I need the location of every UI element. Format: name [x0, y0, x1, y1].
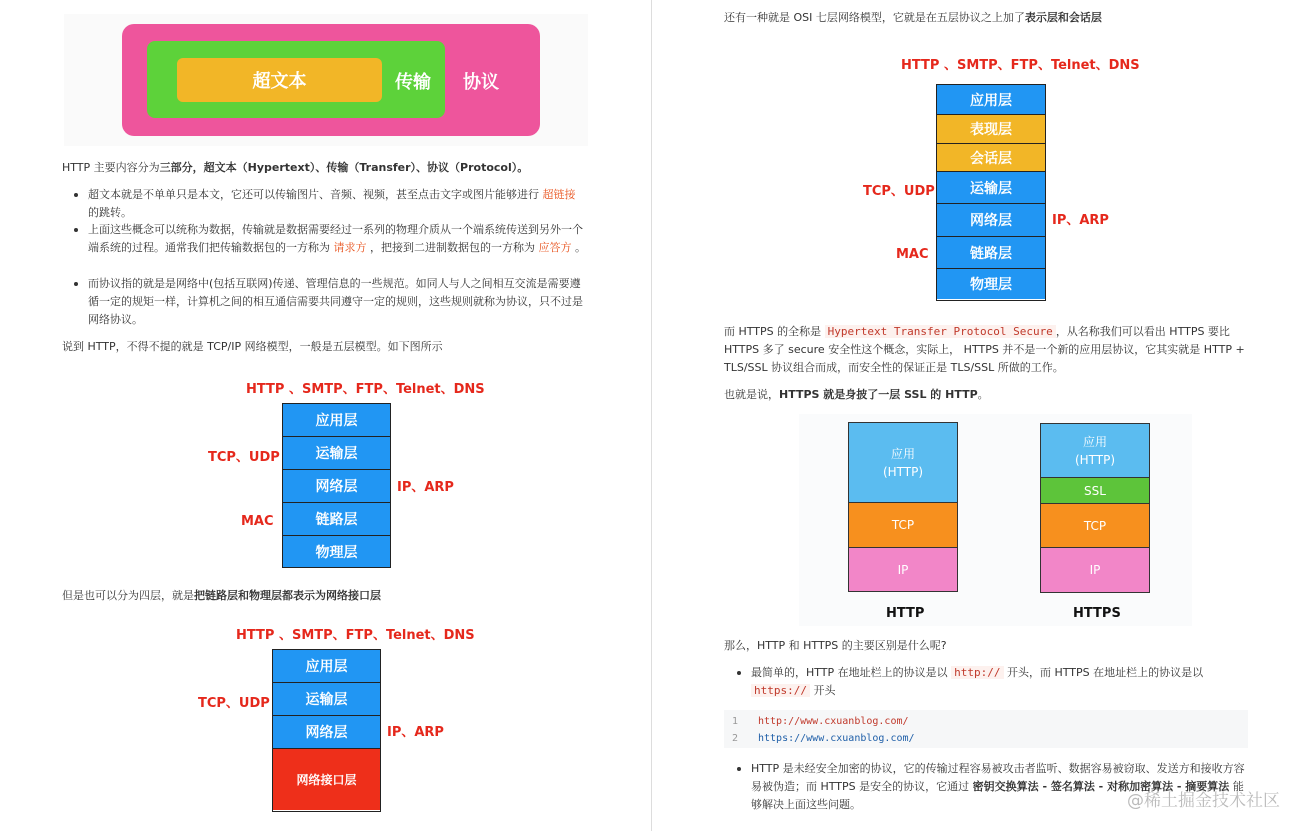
five-tcp-label: TCP、UDP — [208, 450, 280, 465]
four-layer-paragraph: 但是也可以分为四层，就是把链路层和物理层都表示为网络接口层 — [62, 589, 381, 602]
five-layer-1: 运输层 — [283, 437, 390, 470]
five-ip-label: IP、ARP — [397, 480, 454, 495]
http-app-cell: 应用 (HTTP) — [849, 423, 957, 503]
seven-layer-4: 网络层 — [937, 204, 1045, 237]
watermark: @稀土掘金技术社区 — [1127, 791, 1280, 811]
code-line: 2 https://www.cxuanblog.com/ — [732, 733, 915, 744]
bullet-hypertext: 超文本就是不单单只是本文，它还可以传输图片、音频、视频，甚至点击文字或图片能够进行 超链接 的跳转。 — [88, 186, 588, 222]
five-layer-4: 物理层 — [283, 536, 390, 567]
four-layer-3: 网络接口层 — [273, 749, 380, 810]
tcpip-paragraph: 说到 HTTP，不得不提的就是 TCP/IP 网络模型，一般是五层模型。如下图所示 — [62, 340, 443, 353]
right-page — [655, 0, 1310, 831]
seven-tcp-label: TCP、UDP — [863, 184, 935, 199]
diff-paragraph: 那么，HTTP 和 HTTPS 的主要区别是什么呢? — [724, 639, 947, 652]
seven-layer-0: 应用层 — [937, 85, 1045, 115]
tag-hyperlink: 超链接 — [542, 188, 576, 201]
seven-layer-3: 运输层 — [937, 172, 1045, 204]
https-stack-label: HTTPS — [1073, 606, 1121, 621]
http-tcp-cell: TCP — [849, 503, 957, 548]
four-ip-label: IP、ARP — [387, 725, 444, 740]
https-stack — [1040, 423, 1150, 593]
seven-ip-label: IP、ARP — [1052, 213, 1109, 228]
banner-hypertext-box — [177, 58, 382, 102]
seven-layer-stack — [936, 84, 1046, 301]
https-paragraph: 而 HTTPS 的全称是 Hypertext Transfer Protocol Secure ，从名称我们可以看出 HTTPS 要比 HTTPS 多了 secure 安全性这个概念，实际上， HTTPS 并不是一个新的应用层协议，它其实就是 HTTP + TLS/SSL 协议组合而成，而安全性的保证正是 TLS/SSL 所做的工作。 — [724, 325, 1245, 374]
four-tcp-label: TCP、UDP — [198, 696, 270, 711]
seven-layer-6: 物理层 — [937, 269, 1045, 299]
seven-top-label: HTTP 、SMTP、FTP、Telnet、DNS — [901, 58, 1140, 73]
code-line: 1 http://www.cxuanblog.com/ — [732, 716, 909, 727]
five-layer-0: 应用层 — [283, 404, 390, 437]
intro-text: HTTP 主要内容分为 — [62, 161, 160, 174]
bullet-protocol: 而协议指的就是是网络中(包括互联网)传递、管理信息的一些规范。如同人与人之间相互交流是需要遵循一定的规矩一样，计算机之间的相互通信需要共同遵守一定的规则，这些规则就称为协议，只不过是网络协议。 — [88, 275, 588, 329]
banner-transfer-label: 传输 — [395, 72, 431, 93]
seven-layer-2: 会话层 — [937, 144, 1045, 172]
https-ip-cell: IP — [1041, 548, 1149, 592]
osi-paragraph: 还有一种就是 OSI 七层网络模型，它就是在五层协议之上加了表示层和会话层 — [724, 11, 1102, 24]
five-layer-3: 链路层 — [283, 503, 390, 536]
https-tcp-cell: TCP — [1041, 504, 1149, 548]
left-page — [0, 0, 652, 831]
four-layer-stack — [272, 649, 381, 812]
http-ip-cell: IP — [849, 548, 957, 591]
http-stack — [848, 422, 958, 592]
intro-bold: 三部分，超文本（Hypertext）、传输（Transfer）、协议（Protocol）。 — [159, 161, 529, 174]
five-layer-stack — [282, 403, 391, 568]
five-mac-label: MAC — [241, 514, 274, 529]
seven-layer-5: 链路层 — [937, 237, 1045, 269]
http-stack-label: HTTP — [886, 606, 925, 621]
four-layer-1: 运输层 — [273, 683, 380, 716]
five-top-label: HTTP 、SMTP、FTP、Telnet、DNS — [246, 382, 485, 397]
https-ssl-cell: SSL — [1041, 478, 1149, 504]
seven-mac-label: MAC — [896, 247, 929, 262]
seven-layer-1: 表现层 — [937, 115, 1045, 144]
four-layer-2: 网络层 — [273, 716, 380, 749]
intro-paragraph — [62, 159, 622, 177]
https-fullname-code: Hypertext Transfer Protocol Secure — [825, 325, 1056, 338]
https-app-cell: 应用 (HTTP) — [1041, 424, 1149, 478]
tag-requester: 请求方 — [333, 241, 367, 254]
url-code-block — [724, 710, 1248, 748]
banner-hypertext-label: 超文本 — [252, 71, 307, 92]
four-layer-0: 应用层 — [273, 650, 380, 683]
bullet-transfer: 上面这些概念可以统称为数据，传输就是数据需要经过一系列的物理介质从一个端系统传送到另外一个端系统的过程。通常我们把传输数据包的一方称为 请求方 ，把接到二进制数据包的一方称为 应答方 。 — [88, 221, 588, 257]
five-layer-2: 网络层 — [283, 470, 390, 503]
https-scheme-code: https:// — [751, 684, 810, 697]
ssl-paragraph: 也就是说，HTTPS 就是身披了一层 SSL 的 HTTP。 — [724, 388, 989, 401]
tag-responder: 应答方 — [538, 241, 572, 254]
bullet-security: HTTP 是未经安全加密的协议，它的传输过程容易被攻击者监听、数据容易被窃取、发送方和接收方容易被伪造；而 HTTPS 是安全的协议，它通过 密钥交换算法 - 签名算法 - 对称加密算法 - 摘要算法 能够解决上面这些问题。 — [751, 760, 1251, 814]
bullet-address-bar: 最简单的，HTTP 在地址栏上的协议是以 http:// 开头，而 HTTPS 在地址栏上的协议是以 https:// 开头 — [751, 664, 1251, 700]
http-scheme-code: http:// — [951, 666, 1003, 679]
four-top-label: HTTP 、SMTP、FTP、Telnet、DNS — [236, 628, 475, 643]
banner-protocol-label: 协议 — [463, 72, 499, 93]
